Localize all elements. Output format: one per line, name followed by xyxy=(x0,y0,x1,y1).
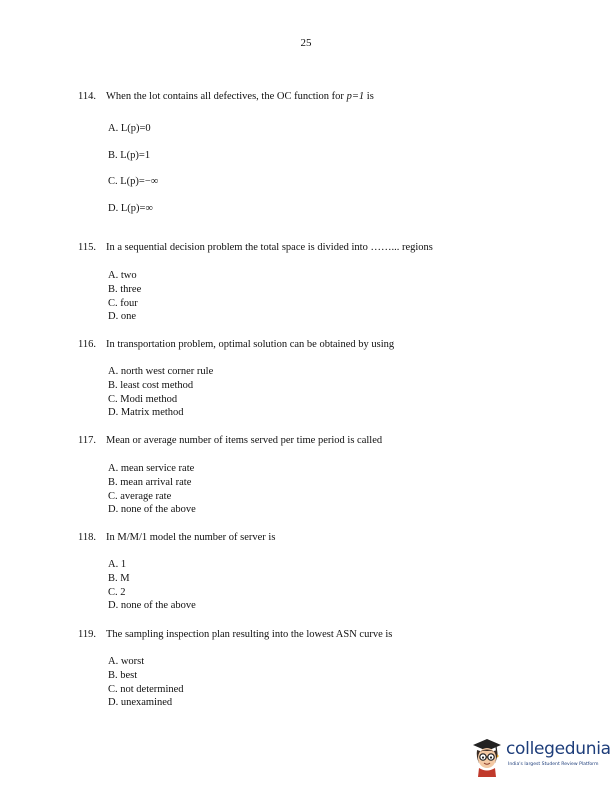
question-115 xyxy=(78,242,433,253)
option-d: D. unexamined xyxy=(108,697,173,709)
option-a: A. two xyxy=(108,270,137,281)
option-b: B. three xyxy=(108,283,142,295)
option-b: B. M xyxy=(108,572,130,584)
option-b: B. mean arrival rate xyxy=(108,476,192,488)
option-c: C. Modi method xyxy=(108,393,178,405)
question-text: In a sequential decision problem the total space is divided into ……... regions xyxy=(106,242,433,253)
question-114 xyxy=(78,91,374,102)
option-b: B. least cost method xyxy=(108,379,194,391)
question-text-before: When the lot contains all defectives, the OC function for xyxy=(106,91,347,102)
option-c: C. four xyxy=(108,297,138,309)
options-114 xyxy=(108,116,158,222)
question-number: 114. xyxy=(78,91,96,102)
question-number: 115. xyxy=(78,242,96,253)
option-c: C. L(p)=−∞ xyxy=(108,176,159,188)
option-d: D. none of the above xyxy=(108,504,196,516)
options-115 xyxy=(108,269,141,324)
option-c: C. not determined xyxy=(108,683,184,695)
question-number: 118. xyxy=(78,532,96,543)
page-number: 25 xyxy=(300,37,312,49)
question-number: 116. xyxy=(78,339,96,350)
option-d: D. Matrix method xyxy=(108,407,184,419)
question-text: In transportation problem, optimal solution can be obtained by using xyxy=(106,339,395,350)
question-text-after: is xyxy=(364,91,374,102)
question-119 xyxy=(78,629,392,640)
collegedunia-logo[interactable] xyxy=(470,735,611,779)
option-a: A. north west corner rule xyxy=(108,366,214,377)
option-a: A. 1 xyxy=(108,559,127,570)
option-b: B. best xyxy=(108,669,138,681)
logo-wordmark: collegedunia xyxy=(506,739,611,759)
question-117 xyxy=(78,435,382,446)
question-118 xyxy=(78,532,275,543)
option-d: D. none of the above xyxy=(108,600,196,612)
option-b: B. L(p)=1 xyxy=(108,149,151,161)
option-a: A. worst xyxy=(108,656,145,667)
option-c: C. average rate xyxy=(108,490,172,502)
option-d: D. L(p)=∞ xyxy=(108,202,153,214)
option-d: D. one xyxy=(108,311,136,323)
option-c: C. 2 xyxy=(108,586,126,598)
logo-tagline: India's largest Student Review Platform xyxy=(508,762,599,767)
question-text: The sampling inspection plan resulting into the lowest ASN curve is xyxy=(106,629,393,640)
question-text: Mean or average number of items served per time period is called xyxy=(106,435,383,446)
options-116 xyxy=(108,365,213,420)
option-a: A. mean service rate xyxy=(108,463,195,474)
question-math: p=1 xyxy=(346,91,365,102)
options-119 xyxy=(108,655,184,710)
graduate-mascot-icon xyxy=(470,737,504,777)
question-text: In M/M/1 model the number of server is xyxy=(106,532,276,543)
question-116 xyxy=(78,339,394,350)
question-number: 117. xyxy=(78,435,96,446)
option-a: A. L(p)=0 xyxy=(108,123,151,134)
question-number: 119. xyxy=(78,629,96,640)
options-118 xyxy=(108,558,196,613)
options-117 xyxy=(108,462,196,517)
